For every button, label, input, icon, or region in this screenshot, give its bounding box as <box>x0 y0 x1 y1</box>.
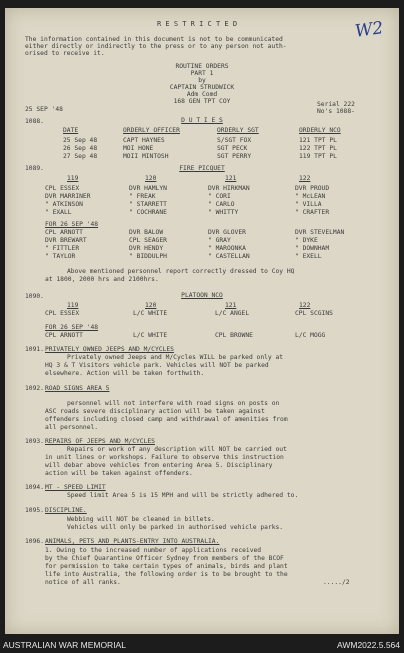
item-number: 1090. <box>25 293 44 300</box>
order-numbers: No's 1088- <box>317 108 355 115</box>
picquet-name: " CARLO <box>208 201 235 208</box>
body-line: life into Australia, the following order is to be brought to the <box>45 571 288 578</box>
picquet-name: DVR BREWART <box>45 237 87 244</box>
platoon-col: 119 <box>67 175 79 182</box>
orders-title: ROUTINE ORDERS <box>175 63 229 70</box>
picquet-name: " STARRETT <box>129 201 167 208</box>
body-line: action will be taken against offenders. <box>45 470 193 477</box>
nco-name: CPL SCGINS <box>295 310 333 317</box>
body-line: all personnel. <box>45 424 99 431</box>
picquet-name: CPL ARNOTT <box>45 229 83 236</box>
duty-date: 27 Sep 48 <box>63 153 98 160</box>
picquet-name: DVR MARRINER <box>45 193 91 200</box>
body-line: HQ 3 & T Visitors vehicle park. Vehicles will NOT be parked <box>45 362 269 369</box>
col-header-date: DATE <box>63 127 79 134</box>
orders-by: by <box>198 77 206 84</box>
picquet-name: " McLEAN <box>295 193 326 200</box>
duty-sgt: SGT PERRY <box>217 153 252 160</box>
nco-name: CPL ARNOTT <box>45 332 83 339</box>
body-line: Vehicles will only be parked in authorised vehicle parks. <box>67 524 284 531</box>
item-number: 1096. <box>25 538 44 545</box>
subheading-date: FOR 26 SEP '48 <box>45 221 99 228</box>
section-title-discipline: DISCIPLINE. <box>45 507 87 514</box>
body-line: offenders including closed camp and withdrawal of amenities from <box>45 416 288 423</box>
notice-line: The information contained in this document is not to be communicated <box>25 36 283 43</box>
col-header-sgt: ORDERLY SGT <box>217 127 259 134</box>
picquet-name: " EXELL <box>295 253 322 260</box>
picquet-name: " BIDDULPH <box>129 253 167 260</box>
picquet-name: " FITTLER <box>45 245 80 252</box>
archive-reference: AWM2022.5.564 <box>337 640 400 650</box>
duty-sgt: S/SGT FOX <box>217 137 252 144</box>
body-line: at 1800, 2000 hrs and 2100hrs. <box>45 276 159 283</box>
duty-nco: 122 TPT PL <box>299 145 337 152</box>
body-line: in unit lines or workshops. Failure to observe this instruction <box>45 454 284 461</box>
picquet-name: DVR BALOW <box>129 229 164 236</box>
duty-officer: MOII MINTOSH <box>123 153 169 160</box>
item-number: 1093. <box>25 438 44 445</box>
picquet-name: " COCHRANE <box>129 209 167 216</box>
body-line: will debar above vehicles from entering Area 5. Disciplinary <box>45 462 273 469</box>
document-page <box>5 8 399 634</box>
picquet-name: " WHITTY <box>208 209 239 216</box>
section-title-fire-picquet: FIRE PICQUET <box>179 165 225 172</box>
duty-nco: 119 TPT PL <box>299 153 337 160</box>
duty-date: 25 Sep 48 <box>63 137 98 144</box>
notice-line: either directly or indirectly to the press or to any person not auth- <box>25 43 287 50</box>
picquet-name: " FREAK <box>129 193 156 200</box>
picquet-name: " CORI <box>208 193 231 200</box>
body-line: Repairs or work of any description will NOT be carried out <box>67 446 287 453</box>
picquet-name: " DOWNHAM <box>295 245 330 252</box>
nco-name: L/C MOGG <box>295 332 326 339</box>
continued-marker: ...../2 <box>323 579 350 586</box>
section-title-speed-limit: MT - SPEED LIMIT <box>45 484 106 491</box>
platoon-col: 121 <box>225 302 237 309</box>
duty-officer: CAPT HAYNES <box>123 137 165 144</box>
section-title-animals: ANIMALS, PETS AND PLANTS-ENTRY INTO AUSTRALIA. <box>45 538 220 545</box>
classification-mark: R E S T R I C T E D <box>156 20 238 28</box>
orders-command: Adm Comd <box>186 91 218 98</box>
item-number: 1089. <box>25 165 44 172</box>
picquet-name: " ATKINSON <box>45 201 83 208</box>
section-title-jeeps: PRIVATELY OWNED JEEPS AND M/CYCLES <box>45 346 174 353</box>
nco-name: L/C ANGEL <box>215 310 250 317</box>
picquet-name: " EXALL <box>45 209 72 216</box>
body-line: ASC roads severe disciplinary action will be taken against <box>45 408 265 415</box>
picquet-name: " DYKE <box>295 237 318 244</box>
platoon-col: 120 <box>145 302 157 309</box>
body-line: Privately owned Jeeps and M/Cycles WILL be parked only at <box>67 354 284 361</box>
picquet-name: DVR HENDY <box>129 245 164 252</box>
item-number: 1092. <box>25 385 44 392</box>
picquet-name: " GRAY <box>208 237 231 244</box>
body-line: Webbing will NOT be cleaned in billets. <box>67 516 215 523</box>
section-title-platoon-nco: PLATOON NCO <box>181 292 223 299</box>
col-header-officer: ORDERLY OFFICER <box>123 127 180 134</box>
nco-name: CPL BROWNE <box>215 332 253 339</box>
handwritten-annotation: W2 <box>353 18 385 42</box>
picquet-name: DVR HIRKMAN <box>208 185 250 192</box>
duty-sgt: SGT PECK <box>217 145 248 152</box>
duty-officer: MOI HONE <box>123 145 154 152</box>
platoon-col: 122 <box>299 175 311 182</box>
platoon-col: 121 <box>225 175 237 182</box>
subheading-date: FOR 26 SEP '48 <box>45 324 99 331</box>
picquet-name: DVR HAMLYN <box>129 185 167 192</box>
picquet-name: DVR STEVELMAN <box>295 229 345 236</box>
picquet-name: CPL SEAGER <box>129 237 167 244</box>
orders-part: PART 1 <box>190 70 214 77</box>
platoon-col: 119 <box>67 302 79 309</box>
picquet-name: " CRAFTER <box>295 209 330 216</box>
nco-name: L/C WHITE <box>133 332 168 339</box>
picquet-name: " CASTELLAN <box>208 253 250 260</box>
nco-name: CPL ESSEX <box>45 310 80 317</box>
item-number: 1091. <box>25 346 44 353</box>
duty-nco: 121 TPT PL <box>299 137 337 144</box>
item-number: 1088. <box>25 118 44 125</box>
picquet-name: " VILLA <box>295 201 322 208</box>
section-title-duties: D U T I E S <box>181 117 223 124</box>
platoon-col: 120 <box>145 175 157 182</box>
section-title-road-signs: ROAD SIGNS AREA 5 <box>45 385 110 392</box>
picquet-name: DVR PROUD <box>295 185 330 192</box>
body-line: notice of all ranks. <box>45 579 121 586</box>
picquet-name: " TAYLOR <box>45 253 76 260</box>
body-line: personnel will not interfere with road signs on posts on <box>67 400 280 407</box>
body-line: for permission to take certain types of animals, birds and plant <box>45 563 288 570</box>
notice-line: orised to receive it. <box>25 50 105 57</box>
body-line: Above mentioned personnel report correctly dressed to Coy HQ <box>67 268 295 275</box>
picquet-name: DVR GLOVER <box>208 229 246 236</box>
body-line: elsewhere. Action will be taken forthwith. <box>45 370 205 377</box>
body-line: by the Chief Quarantine Officer Sydney from members of the BCOF <box>45 555 284 562</box>
picquet-name: CPL ESSEX <box>45 185 80 192</box>
serial-number: Serial 222 <box>317 101 355 108</box>
item-number: 1095. <box>25 507 44 514</box>
orders-unit: 168 GEN TPT COY <box>173 98 231 105</box>
orders-author: CAPTAIN STRUDWICK <box>169 84 235 91</box>
picquet-name: " MAROONKA <box>208 245 246 252</box>
item-number: 1094. <box>25 484 44 491</box>
col-header-nco: ORDERLY NCO <box>299 127 341 134</box>
platoon-col: 122 <box>299 302 311 309</box>
body-line: Speed limit Area 5 is 15 MPH and will be strictly adhered to. <box>67 492 299 499</box>
archive-credit: AUSTRALIAN WAR MEMORIAL <box>3 640 126 650</box>
nco-name: L/C WHITE <box>133 310 168 317</box>
duty-date: 26 Sep 48 <box>63 145 98 152</box>
body-line: 1. Owing to the increased number of applications received <box>45 547 262 554</box>
section-title-repairs: REPAIRS OF JEEPS AND M/CYCLES <box>45 438 155 445</box>
orders-date: 25 SEP '48 <box>25 106 63 113</box>
